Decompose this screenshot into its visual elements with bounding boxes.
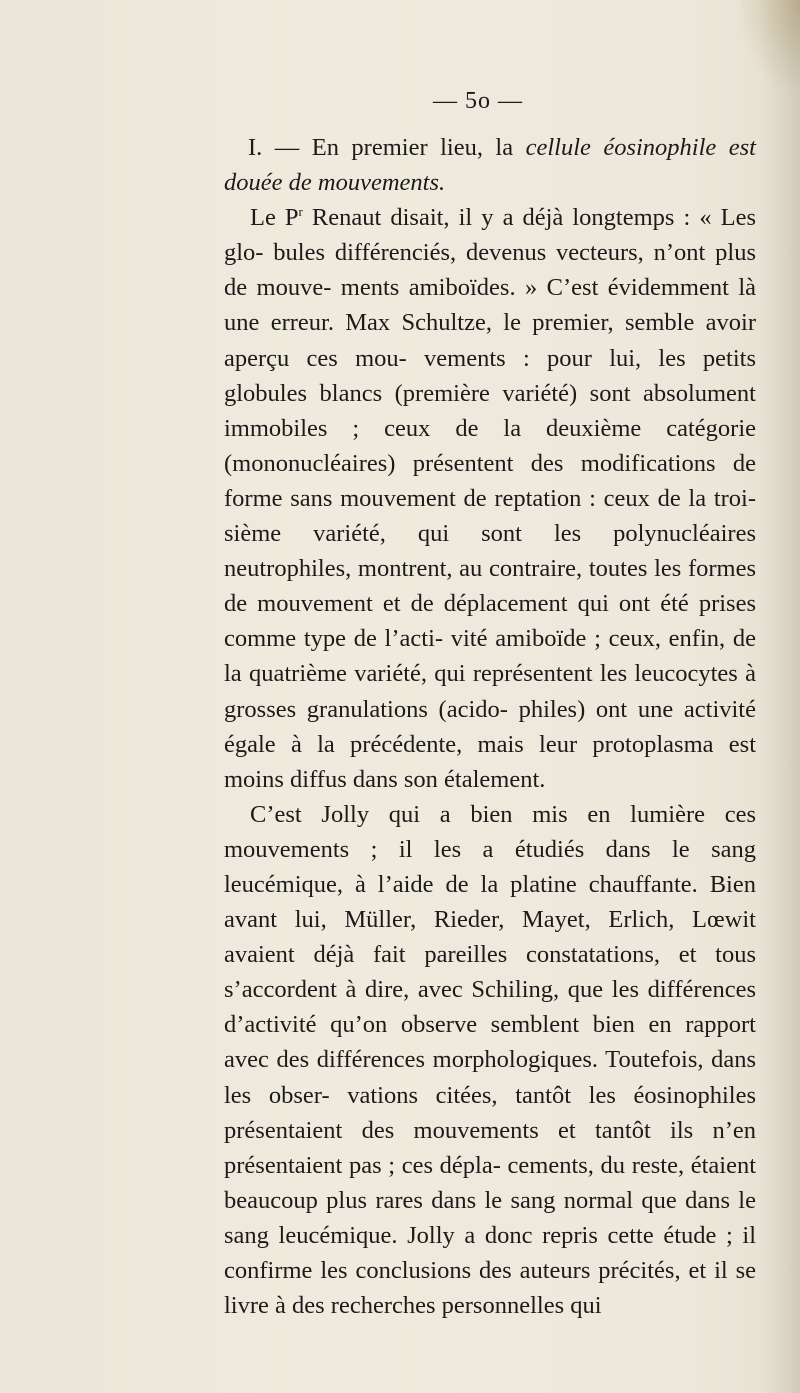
page-edge-shadow	[760, 0, 800, 1393]
paragraph-renaut-text: Renaut disait, il y a déjà longtemps : « Les glo- bules différenciés, devenus vecteurs, n’ont plus de mouve- ments amiboïdes. » C’est évidemment là une erreur. Max Schultze, le premier, semble avoir aperçu ces mou- vements : pour lui, les petits globules blancs (première variété) sont absolument immobiles ; ceux de la deuxième catégorie (mononucléaires) présentent des modifications de forme sans mouvement de reptation : ceux de la troi- sième variété, qui sont les polynucléaires neutrophiles, montrent, au contraire, toutes les formes de mouvement et de déplacement qui ont été prises comme type de l’acti- vité amiboïde ; ceux, enfin, de la quatrième variété, qui représentent les leucocytes à grosses granulations (acido- philes) ont une activité égale à la précédente, mais leur protoplasma est moins diffus dans son étalement.	[224, 204, 756, 793]
paragraph-heading-lead: I. — En premier lieu, la	[248, 134, 526, 161]
paragraph-jolly: C’est Jolly qui a bien mis en lumière ces mouvements ; il les a étudiés dans le sang leucémique, à l’aide de la platine chauffante. Bien avant lui, Müller, Rieder, Mayet, Erlich, Lœwit avaient déjà fait pareilles constatations, et tous s’accordent à dire, avec Schiling, que les différences d’activité qu’on observe semblent bien en rapport avec des différences morphologiques. Toutefois, dans les obser- vations citées, tantôt les éosinophiles présentaient des mouvements et tantôt ils n’en présentaient pas ; ces dépla- cements, du reste, étaient beaucoup plus rares dans le sang normal que dans le sang leucémique. Jolly a donc repris cette étude ; il confirme les conclusions des auteurs précités, et il se livre à des recherches personnelles qui	[224, 800, 756, 1320]
paragraph-heading-italic: cellule éosinophile est douée de mouvements.	[224, 134, 756, 197]
paragraph-renaut	[224, 200, 756, 797]
paragraph-heading	[224, 130, 756, 200]
body-text	[224, 130, 756, 1323]
page-number: — 5o —	[433, 88, 523, 114]
paragraph-renaut-pre: Le P	[250, 204, 299, 232]
paragraph-renaut-sup: r	[298, 204, 303, 220]
